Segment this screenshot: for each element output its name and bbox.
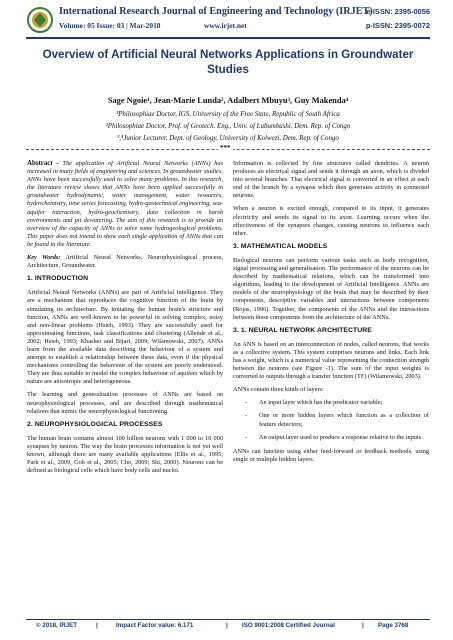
abstract-text: The application of Artificial Neural Networks (ANNs) has increased in many fields of engineering and sciences. In groundwater studies, ANNs have been successfully used to solve many problems. In this research, the literature review shows that ANNs have been applied successfully in groundwater hydrodynamic, water management, water resources, hydrochemistry, time series forecasting, hydro-geotechnical engineering, sea-aquifer interaction, hydro-geochemistry, data collection in harsh environments and pit dewatering. The aim of this research is to provide an overview of the capacity of ANNs to solve some hydrogeological problems. This paper does not intend to show each single application of ANNs that can be found in the literature. <box>27 160 223 248</box>
left-column <box>27 160 223 480</box>
footer-impact-factor: Impact Factor value: 6.171 <box>116 622 194 629</box>
list-item <box>233 412 429 428</box>
list-item <box>233 399 429 407</box>
affiliation-2: ²Philosophiae Doctor, Prof. of Geotech. Eng., Univ. of Lubumbashi, Dem. Rep. of Congo <box>105 123 351 130</box>
header-divider <box>26 37 430 39</box>
introduction-paragraph-2: The learning and generalisation processes of ANNs are based on neurophysiological processes, and are described through mathematical relations that mimic the neurophysiological functioning. <box>27 391 223 415</box>
dash-bullet-icon: - <box>245 412 248 420</box>
footer-separator: | <box>362 622 364 629</box>
e-issn: e-ISSN: 2395-0056 <box>366 7 430 16</box>
neurophysiological-paragraph-3: When a neuron is excited enough, compared to its input, it generates electricity and sends its signal to its axon. Learning occurs when the effectiveness of the synapses changes, causing neurons to influence each other. <box>233 205 429 237</box>
journal-name: International Research Journal of Engineering and Technology (IRJET) <box>59 6 373 17</box>
dash-bullet-icon: - <box>245 433 248 441</box>
neurophysiological-paragraph-2: Information is collected by fine structures called dendrites. A neuron produces an electrical signal and sends it through an axon, which is divided into several branches. That electrical signal is converted in an effect at each end of the branch by a synapse which then generates activity in connected neurons. <box>233 160 429 200</box>
footer-separator: | <box>96 622 98 629</box>
list-item-text: One or more hidden layers which function as a collection of feature detectors; <box>259 412 429 428</box>
author-list: Sage Ngoie¹, Jean-Marie Lunda², Adalbert Mbuyu³, Guy Makenda⁴ <box>107 96 349 105</box>
footer-separator: | <box>226 622 228 629</box>
paper-title: Overview of Artificial Neural Networks Applications in Groundwater Studies <box>42 48 414 77</box>
p-issn: p-ISSN: 2395-0072 <box>365 21 430 30</box>
journal-header <box>26 6 430 36</box>
footer-divider <box>26 619 430 620</box>
dash-bullet-icon: - <box>245 399 248 407</box>
affiliation-3: ³,⁴Junior Lecturer, Dept. of Geology, University of Kolwezi, Dem. Rep. of Congo <box>117 135 339 142</box>
volume-issue: Volume: 05 Issue: 03 | Mar-2018 <box>59 21 161 30</box>
affiliation-1: ¹Philosophiae Doctor, IGS, University of the Free State, Republic of South Africa <box>116 111 340 118</box>
page-footer <box>26 622 430 634</box>
abstract-label: Abstract - <box>27 160 59 167</box>
list-item-text: An output layer used to produce a response relative to the inputs. <box>259 433 423 441</box>
list-item-text: An input layer which has the predicator variable; <box>259 399 383 407</box>
separator-stars: *** <box>220 144 231 152</box>
footer-copyright: © 2018, IRJET <box>36 622 78 629</box>
abstract <box>27 160 223 249</box>
introduction-paragraph-1: Artificial Neural Networks (ANNs) are part of Artificial Intelligence. They are a mechanism that reproduces the cognitive function of the brain by simulating its architecture. By imitating the human brain's structure and function, ANNs are well-known to be powerful in solving complex, noisy and non-linear problems (Hsieh, 1993). They are successfully used for approximating functions, task classifications and clustering (Allende et al., 2002; Hsieh, 1993; Khashei and Bijari, 2009; Wilamowski, 2007). ANNs learn from the available data describing the behaviour of a system and attempt to establish a relationship between these data, even if the physical mechanisms controlling the behaviour of the system are poorly understood. They are thus suitable to model the complex behaviour of aquifers which by nature are anisotropic and heterogeneous. <box>27 289 223 386</box>
section-heading-introduction: 1. INTRODUCTION <box>27 275 89 283</box>
layer-list <box>233 399 429 441</box>
section-separator <box>26 144 430 157</box>
keywords-text: Artificial Neural Networks, Neurophysiological process, Architecture, Groundwater. <box>27 254 223 270</box>
list-item <box>233 434 429 442</box>
neurophysiological-paragraph-1: The human brain contains almost 100 billion neurons with 1 000 to 10 000 synapses by neuron. The way the brain processes information is not yet well known, although there are many available applications (Ellis et al., 1995; Park et al., 2009, Goh et al., 2005; Cho, 2009; Shi, 2000). Neurons can be defined as biological cells which have body cells and nuclei. <box>27 434 223 475</box>
keywords-label: Key Words: <box>27 254 61 262</box>
architecture-paragraph-1: An ANN is based on an interconnection of nodes, called neurons, that works as a collective system. This system comprises neurons and links. Each link has a weight, which is a numerical value representing the connection strength between the neurons (see Figure -1). The sum of the input weights is converted to outputs through a transfer function (TF) (Wilamowski, 2003). <box>233 340 429 381</box>
architecture-paragraph-3: ANNs can function using either feed-forward or feedback methods, using single or multiple hidden layers. <box>233 447 429 463</box>
keywords <box>27 254 223 270</box>
mathematical-models-paragraph: Biological neurons can perform various tasks such as body recognition, signal processing and generalisation. The performance of the neurons can be described by mathematical relations, which can be transformed into algorithms, leading to the development of Artificial Intelligence. ANNs are models of the neurophysiology of the brain that may be described by their components, descriptive variables and interactions between components (Rojas, 1996). Together, the components of the ANNs and the interactions between these components form the architecture of the ANNs. <box>233 256 429 321</box>
right-column <box>233 160 429 469</box>
section-heading-neurophysiological: 2. NEUROPHYSIOLOGICAL PROCESSES <box>27 420 163 428</box>
irjet-logo-icon <box>26 7 54 33</box>
section-heading-architecture: 3. 1. NEURAL NETWORK ARCHITECTURE <box>233 326 372 334</box>
footer-page-number: Page 3768 <box>378 622 409 629</box>
section-heading-mathematical-models: 3. MATHEMATICAL MODELS <box>233 242 328 250</box>
footer-iso: ISO 9001:2008 Certified Journal <box>242 622 335 629</box>
journal-website-link[interactable]: www.irjet.net <box>204 21 247 30</box>
architecture-paragraph-2: ANNs contain three kinds of layers: <box>233 386 324 394</box>
